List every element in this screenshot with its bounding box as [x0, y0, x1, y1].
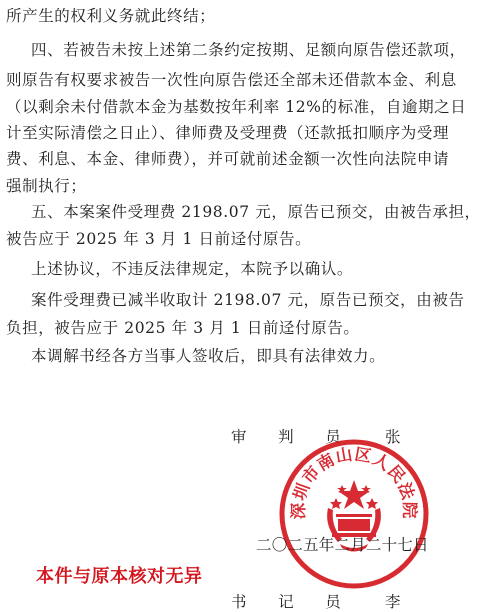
text-line: （以剩余未付借款本金为基数按年利率 12%的标准，自逾期之日 [6, 98, 467, 116]
text-line: 计至实际清偿之日止）、律师费及受理费（还款抵扣顺序为受理 [6, 124, 450, 142]
text-line: 负担，被告应于 2025 年 3 月 1 日前迳付原告。 [6, 319, 360, 337]
text-line: 费、利息、本金、律师费），并可就前述金额一次性向法院申请 [6, 150, 450, 168]
text-line: 本调解书经各方当事人签收后，即具有法律效力。 [31, 347, 386, 365]
text-line: 四、若被告未按上述第二条约定按期、足额向原告偿还款项， [31, 41, 466, 59]
clerk-name: 李 [385, 593, 401, 611]
document-date: 二〇二五年二月二十七日 [256, 536, 429, 554]
clerk-label: 书 记 员 [231, 593, 341, 611]
court-seal [278, 438, 430, 590]
text-line: 则原告有权要求被告一次性向原告偿还全部未还借款本金、利息 [6, 71, 457, 89]
certification-stamp: 本件与原本核对无异 [36, 566, 203, 587]
text-line: 五、本案案件受理费 2198.07 元，原告已预交，由被告承担， [31, 203, 481, 221]
text-line: 所产生的权利义务就此终结； [6, 7, 216, 25]
text-line: 强制执行； [6, 177, 87, 195]
text-line: 被告应于 2025 年 3 月 1 日前迳付原告。 [6, 230, 312, 248]
text-line: 案件受理费已减半收取计 2198.07 元，原告已预交，由被告 [31, 291, 465, 309]
seal-text: 深圳市南山区人民法院 [288, 444, 420, 520]
judge-label: 审 判 员 [231, 428, 341, 446]
judge-name: 张 [385, 428, 401, 446]
text-line: 上述协议，不违反法律规定，本院予以确认。 [31, 260, 354, 278]
